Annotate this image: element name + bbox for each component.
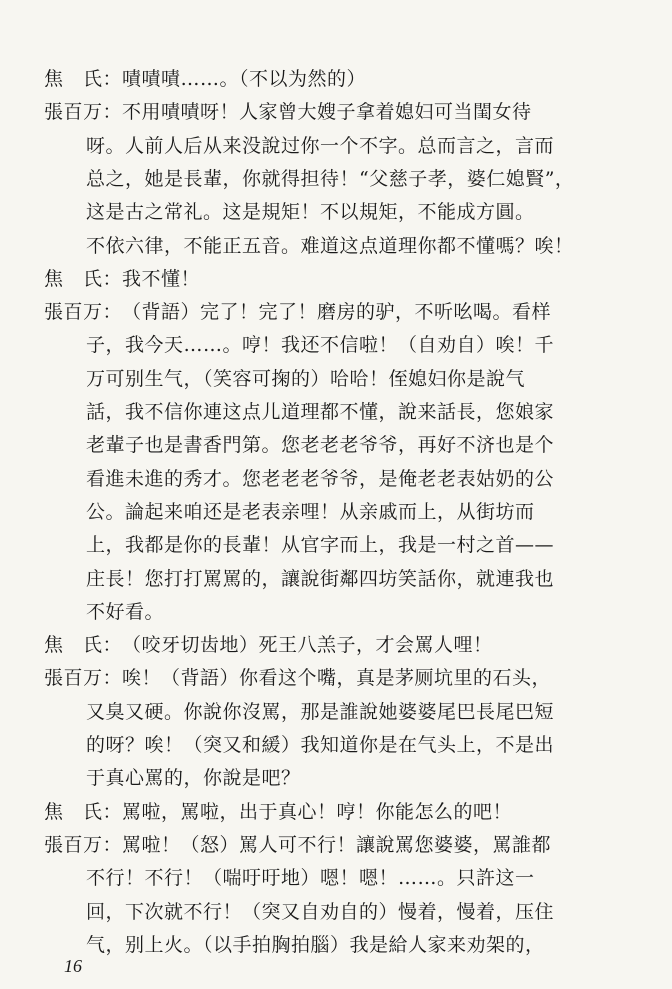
- line-text: 于真心罵的，你說是吧？: [86, 767, 301, 790]
- line-text: 子，我今天……。哼！我还不信啦！（自劝自）唉！千: [86, 334, 555, 357]
- line-text: 的呀？唉！（突又和緩）我知道你是在气头上，不是出: [86, 734, 555, 756]
- line-text: 这是古之常礼。这是規矩！不以規矩，不能成方圓。: [86, 201, 535, 224]
- line-text: 庄長！您打打罵罵的，讓說街鄰四坊笑話你，就連我也: [86, 567, 555, 590]
- dialogue-line: [86, 700, 554, 724]
- line-text: 老輩子也是書香門第。您老老老爷爷，再好不济也是个: [86, 434, 555, 457]
- line-text: 呀。人前人后从来没說过你一个不字。总而言之，言而: [86, 134, 555, 157]
- dialogue-line: [44, 633, 493, 657]
- speaker-label: 焦 氏：: [44, 68, 123, 90]
- line-text: 气，别上火。（以手拍胸拍腦）我是給人家来劝架的，: [86, 933, 545, 956]
- line-text: 公。論起来咱还是老表亲哩！从亲戚而上，从街坊而: [86, 500, 535, 523]
- dialogue-line: [86, 333, 554, 357]
- speaker-label: 張百万：: [44, 833, 123, 856]
- speaker-label: 焦 氏：: [44, 800, 123, 823]
- dialogue-line: [86, 200, 535, 224]
- speaker-label: 張百万：: [44, 301, 123, 324]
- dialogue-line: [44, 300, 551, 324]
- line-text: 万可别生气，（笑容可掬的）哈哈！侄媳妇你是說气: [86, 367, 526, 390]
- dialogue-line: [86, 766, 301, 790]
- line-text: 唉！（背語）你看这个嘴，真是茅厕坑里的石头，: [122, 667, 552, 690]
- dialogue-line: [86, 500, 535, 524]
- dialogue-line: [86, 433, 554, 457]
- dialogue-line: [86, 733, 554, 757]
- speaker-label: 焦 氏：: [44, 634, 123, 657]
- dialogue-line: [86, 234, 574, 258]
- dialogue-line: [44, 267, 200, 291]
- dialogue-line: [44, 100, 532, 124]
- line-text: 上，我都是你的長輩！从官字而上，我是一村之首——: [86, 534, 555, 557]
- dialogue-line: [86, 933, 545, 957]
- dialogue-line: [86, 367, 525, 391]
- dialogue-line: [44, 800, 512, 824]
- line-text: （咬牙切齿地）死王八羔子，才会罵人哩！: [122, 634, 493, 657]
- dialogue-line: [86, 167, 574, 191]
- speaker-label: 張百万：: [44, 667, 123, 690]
- line-text: 不依六律，不能正五音。难道这点道理你都不懂嗎？唉！: [86, 234, 574, 257]
- line-text: 又臭又硬。你說你沒罵，那是誰說她婆婆尾巴長尾巴短: [86, 700, 555, 723]
- page-number: 16: [64, 956, 82, 976]
- dialogue-line: [86, 134, 554, 158]
- dialogue-line: [86, 400, 554, 424]
- speaker-label: 焦 氏：: [44, 267, 123, 290]
- line-text: 回，下次就不行！（突又自劝自的）慢着，慢着，压住: [86, 900, 555, 923]
- line-text: 罵啦！（怒）罵人可不行！讓說罵您婆婆，罵誰都: [122, 833, 552, 856]
- dialogue-line: [44, 666, 551, 690]
- dialogue-line: [86, 467, 554, 491]
- line-text: 罵啦，罵啦，出于真心！哼！你能怎么的吧！: [122, 800, 513, 823]
- dialogue-line: [44, 67, 366, 91]
- line-text: 看進未進的秀才。您老老老爷爷，是俺老老表姑奶的公: [86, 467, 555, 490]
- dialogue-line: [86, 533, 554, 557]
- line-text: 不用嘖嘖呀！人家曾大嫂子拿着媳妇可当閨女待: [122, 101, 532, 124]
- line-text: 嘖嘖嘖……。（不以为然的）: [122, 68, 367, 90]
- line-text: 不行！不行！（喘吁吁地）嗯！嗯！……。只許这一: [86, 867, 535, 890]
- speaker-label: 張百万：: [44, 101, 123, 124]
- dialogue-line: [86, 866, 535, 890]
- dialogue-line: [86, 600, 164, 624]
- line-text: 我不懂！: [122, 267, 201, 290]
- line-text: 总之，她是長輩，你就得担待！“父慈子孝，婆仁媳賢”，: [86, 167, 575, 190]
- dialogue-line: [86, 900, 554, 924]
- dialogue-line: [86, 567, 554, 591]
- line-text: 不好看。: [86, 600, 165, 623]
- dialogue-line: [44, 833, 551, 857]
- line-text: （背語）完了！完了！磨房的驴，不听吆喝。看样: [122, 301, 552, 324]
- line-text: 話，我不信你連这点儿道理都不懂，說来話長，您娘家: [86, 401, 555, 423]
